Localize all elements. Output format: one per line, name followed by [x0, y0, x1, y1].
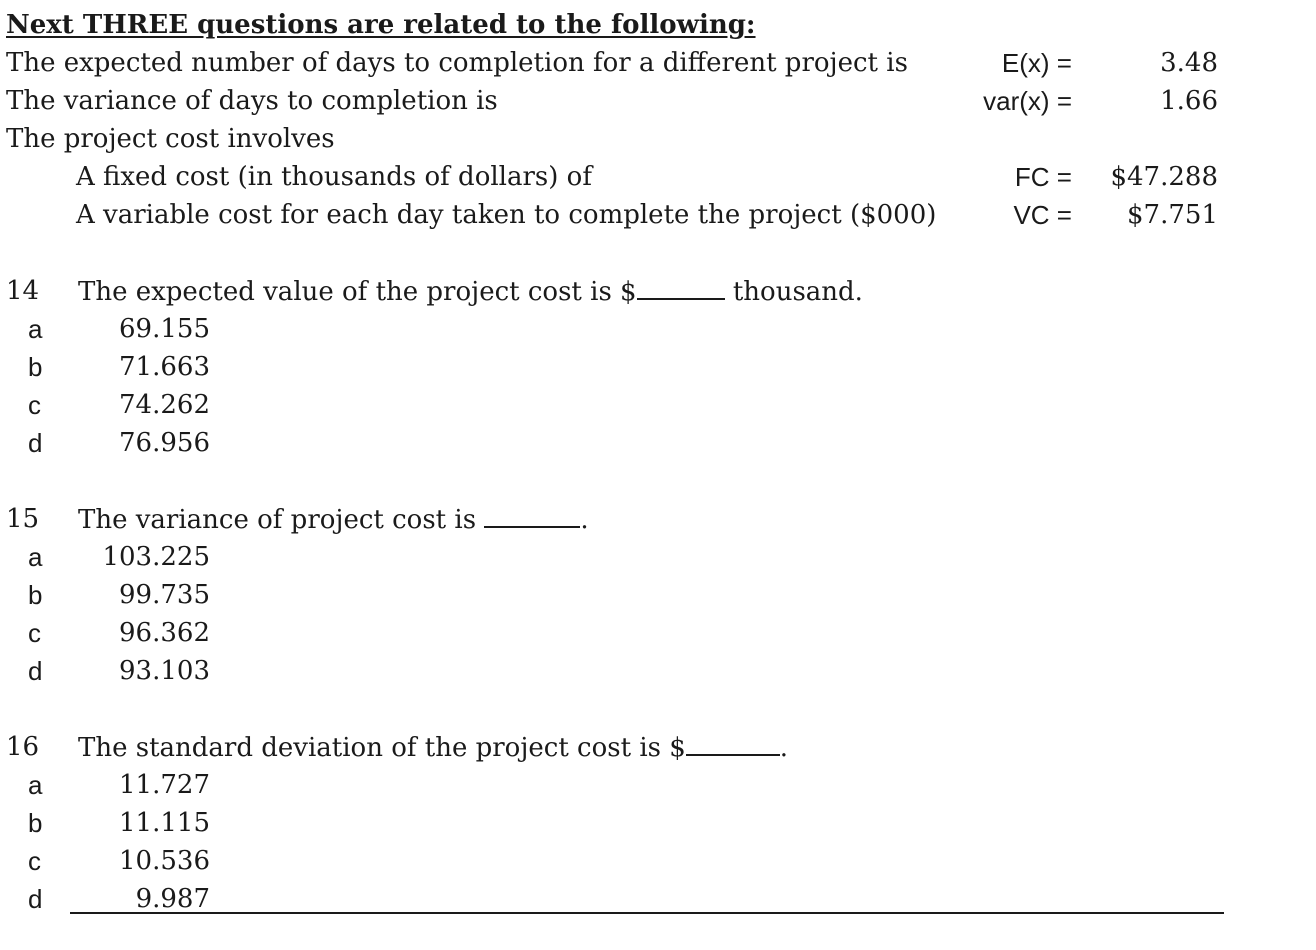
question-text: The variance of project cost is .	[78, 500, 589, 539]
option-row[interactable]	[0, 766, 1316, 804]
option-row[interactable]	[0, 576, 1316, 614]
option-value: 96.362	[119, 618, 210, 648]
option-value: 76.956	[119, 428, 210, 458]
question-number: 16	[6, 732, 40, 762]
option-letter: a	[28, 542, 43, 572]
answer-blank	[484, 500, 580, 528]
question-number: 15	[6, 504, 40, 534]
given-row-cost-intro	[0, 120, 1316, 158]
given-label: A variable cost for each day taken to complete the project ($000)	[76, 200, 937, 230]
option-letter: a	[28, 314, 43, 344]
given-row-variable-cost	[0, 196, 1316, 234]
option-value: 93.103	[119, 656, 210, 686]
option-row[interactable]	[0, 538, 1316, 576]
given-symbol: var(x) =	[983, 86, 1072, 116]
section-heading: Next THREE questions are related to the following:	[6, 10, 756, 40]
question-15	[0, 500, 1316, 538]
given-symbol: E(x) =	[1001, 48, 1072, 78]
option-value: 69.155	[119, 314, 210, 344]
option-value: 10.536	[119, 846, 210, 876]
option-value: 74.262	[119, 390, 210, 420]
given-symbol: VC =	[1013, 200, 1072, 230]
option-value: 11.727	[119, 770, 210, 800]
option-value: 71.663	[119, 352, 210, 382]
question-number: 14	[6, 276, 40, 306]
given-label: The variance of days to completion is	[6, 86, 498, 116]
option-value: 99.735	[119, 580, 210, 610]
option-letter: b	[28, 352, 43, 382]
question-text: The standard deviation of the project cost is $ .	[78, 728, 788, 767]
question-16	[0, 728, 1316, 766]
option-letter: c	[28, 618, 41, 648]
given-row-fixed-cost	[0, 158, 1316, 196]
option-row[interactable]	[0, 424, 1316, 462]
option-letter: a	[28, 770, 43, 800]
option-letter: b	[28, 808, 43, 838]
option-letter: d	[28, 884, 43, 914]
given-row-variance-days	[0, 82, 1316, 120]
answer-blank	[686, 728, 780, 756]
option-value: 103.225	[102, 542, 210, 572]
option-row[interactable]	[0, 614, 1316, 652]
option-letter: c	[28, 390, 41, 420]
option-value: 9.987	[135, 884, 210, 914]
given-label: A fixed cost (in thousands of dollars) of	[76, 162, 592, 192]
given-row-expected-days	[0, 44, 1316, 82]
option-letter: c	[28, 846, 41, 876]
given-symbol: FC =	[1014, 162, 1072, 192]
option-letter: d	[28, 428, 43, 458]
option-row[interactable]	[0, 842, 1316, 880]
option-value: 11.115	[119, 808, 210, 838]
option-row[interactable]	[0, 386, 1316, 424]
option-row[interactable]	[0, 804, 1316, 842]
heading-row	[0, 6, 1316, 44]
given-label: The expected number of days to completion for a different project is	[6, 48, 908, 78]
bottom-divider	[70, 912, 1224, 914]
given-value: $7.751	[1127, 200, 1218, 230]
option-row[interactable]	[0, 652, 1316, 690]
given-value: 3.48	[1160, 48, 1218, 78]
question-14	[0, 272, 1316, 310]
option-row[interactable]	[0, 310, 1316, 348]
option-row[interactable]	[0, 348, 1316, 386]
given-value: 1.66	[1160, 86, 1218, 116]
answer-blank	[637, 272, 725, 300]
option-letter: d	[28, 656, 43, 686]
option-letter: b	[28, 580, 43, 610]
question-text: The expected value of the project cost is $ thousand.	[78, 272, 863, 311]
given-value: $47.288	[1110, 162, 1218, 192]
given-label: The project cost involves	[6, 124, 335, 154]
